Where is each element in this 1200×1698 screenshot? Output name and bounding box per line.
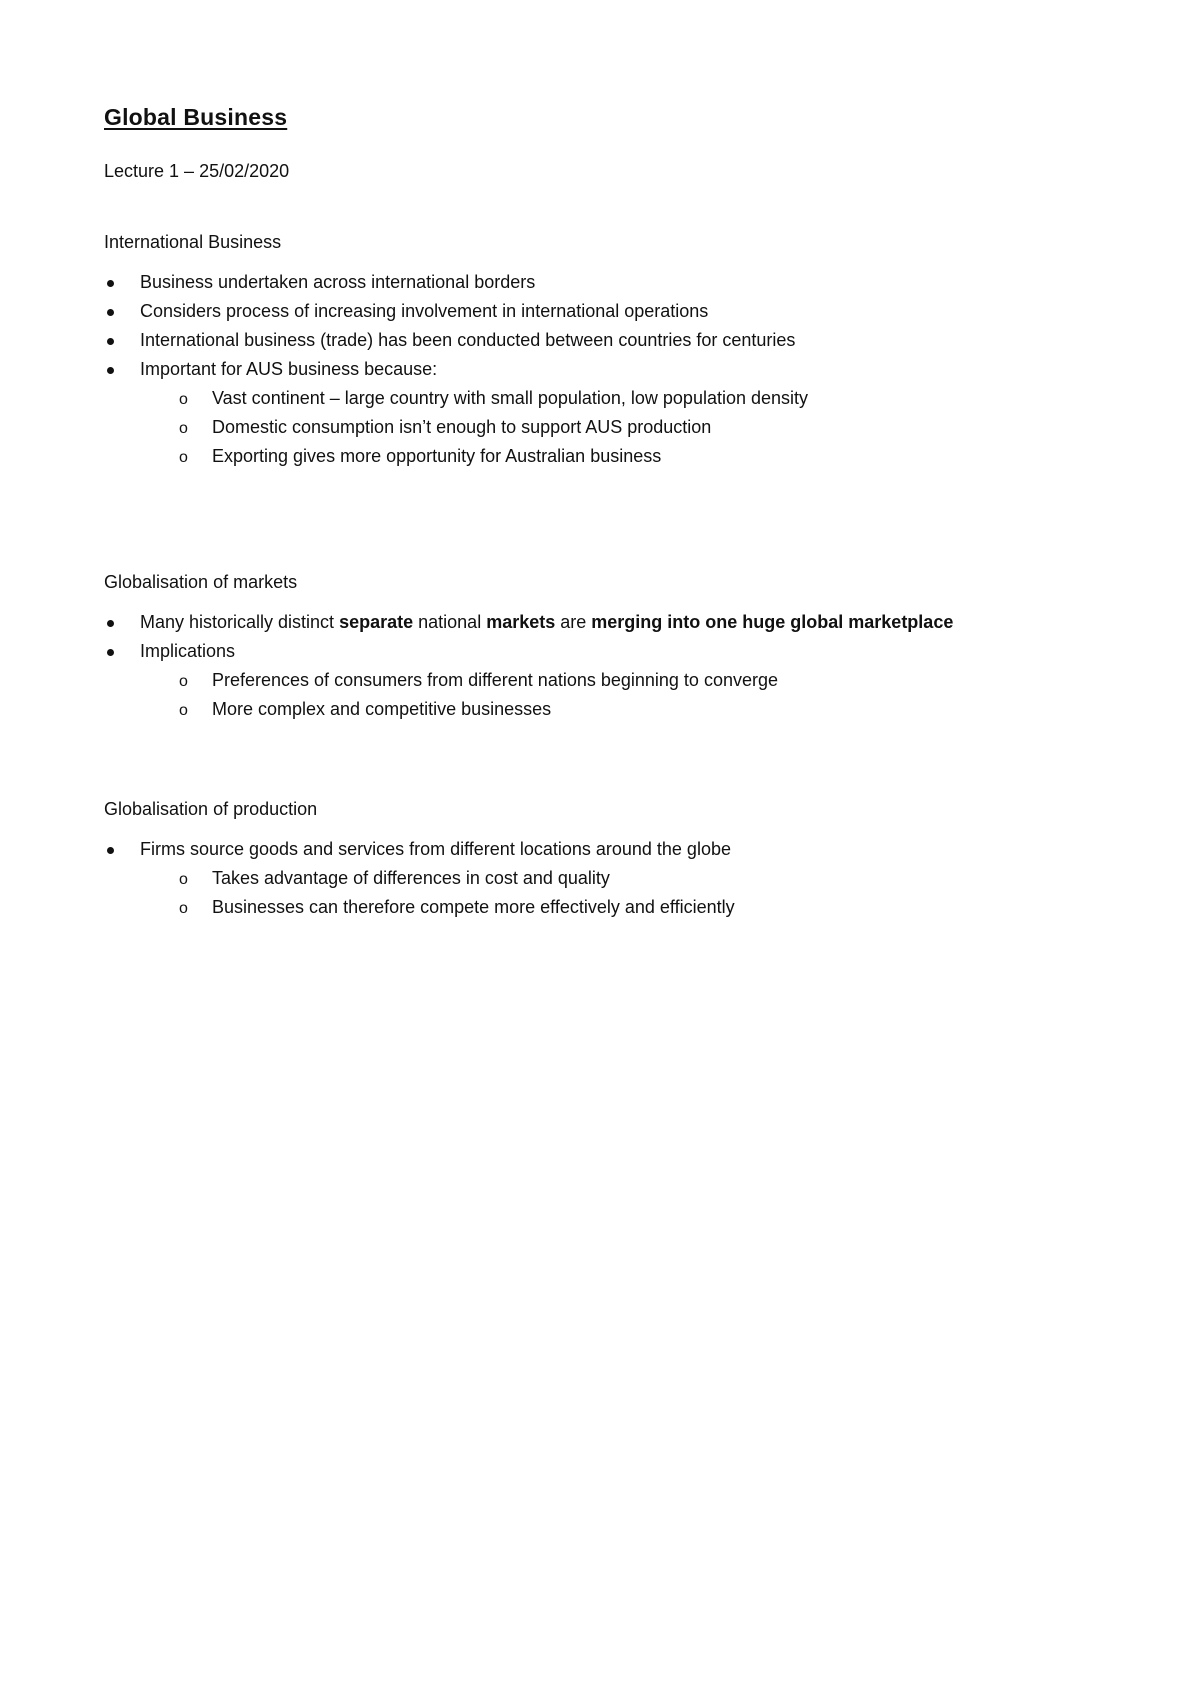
text-run: are [555, 612, 592, 632]
sub-list-item [104, 413, 1104, 442]
text-run: national [413, 612, 487, 632]
section-heading: Globalisation of markets [104, 572, 298, 592]
section-heading: Globalisation of production [104, 799, 318, 819]
list-item-text: Exporting gives more opportunity for Australian business [212, 446, 662, 466]
bullet-circle-icon: o [179, 420, 188, 437]
section-globalisation-of-markets [104, 570, 1104, 724]
list-item-text: Considers process of increasing involvement in international operations [140, 301, 709, 321]
list-item-text: Firms source goods and services from different locations around the globe [140, 839, 731, 859]
sub-list-item [104, 695, 1104, 724]
section-international-business [104, 230, 1104, 471]
sub-list-item [104, 893, 1104, 922]
bullet-dot-icon [107, 338, 114, 345]
bullet-dot-icon [107, 620, 114, 627]
bold-text-run: merging into one huge global marketplace [591, 612, 954, 632]
bullet-dot-icon [107, 649, 114, 656]
text-run: Many historically distinct [140, 612, 340, 632]
list-item-text: More complex and competitive businesses [212, 699, 552, 719]
list-item [104, 326, 1104, 355]
section-heading: International Business [104, 232, 282, 252]
list-item-text: Vast continent – large country with small population, low population density [212, 388, 809, 408]
list-item-text: Takes advantage of differences in cost and quality [212, 868, 610, 888]
sub-list-item [104, 442, 1104, 471]
bullet-dot-icon [107, 280, 114, 287]
bullet-list [104, 608, 1104, 724]
bullet-circle-icon: o [179, 673, 188, 690]
list-item-text: International business (trade) has been conducted between countries for centuries [140, 330, 796, 350]
list-item [104, 637, 1104, 666]
bullet-circle-icon: o [179, 871, 188, 888]
list-item [104, 608, 1104, 637]
bold-text-run: separate [339, 612, 414, 632]
list-item [104, 297, 1104, 326]
section-globalisation-of-production [104, 797, 1104, 922]
bullet-circle-icon: o [179, 391, 188, 408]
list-item-text: Implications [140, 641, 236, 661]
bullet-list [104, 268, 1104, 471]
list-item-text: Preferences of consumers from different nations beginning to converge [212, 670, 778, 690]
sub-list-item [104, 666, 1104, 695]
sub-list-item [104, 384, 1104, 413]
lecture-subtitle: Lecture 1 – 25/02/2020 [104, 161, 290, 181]
list-item [104, 835, 1104, 864]
list-item [104, 355, 1104, 384]
bullet-dot-icon [107, 367, 114, 374]
list-item [104, 268, 1104, 297]
document-title: Global Business [104, 104, 288, 130]
bullet-circle-icon: o [179, 702, 188, 719]
bullet-list [104, 835, 1104, 922]
list-item-text: Important for AUS business because: [140, 359, 438, 379]
list-item-text: Businesses can therefore compete more effectively and efficiently [212, 897, 735, 917]
sub-list-item [104, 864, 1104, 893]
bold-text-run: markets [486, 612, 556, 632]
bullet-dot-icon [107, 847, 114, 854]
bullet-dot-icon [107, 309, 114, 316]
bullet-circle-icon: o [179, 449, 188, 466]
list-item-text: Business undertaken across international borders [140, 272, 536, 292]
bullet-circle-icon: o [179, 900, 188, 917]
list-item-text: Domestic consumption isn’t enough to support AUS production [212, 417, 712, 437]
